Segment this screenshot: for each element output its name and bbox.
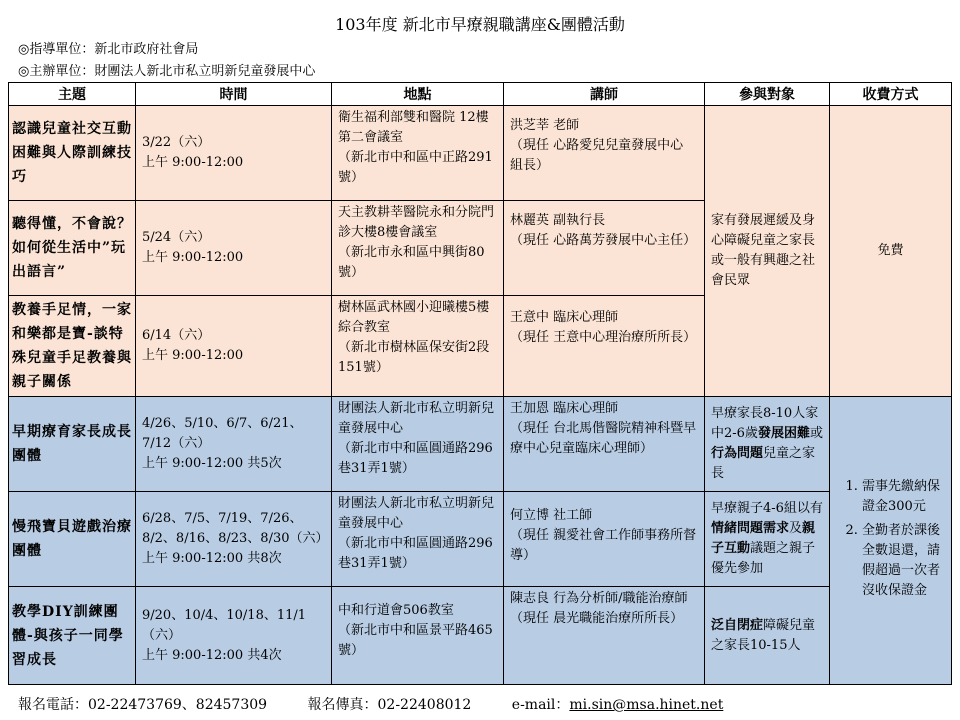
- schedule-table: [8, 82, 952, 685]
- lecturer-name: 王意中 臨床心理師: [510, 310, 619, 325]
- guide-unit: ◎指導單位：新北市政府社會局: [18, 42, 199, 57]
- topic-cell: 認識兒童社交互動困難與人際訓練技巧: [9, 106, 136, 201]
- time-cell: [136, 201, 332, 296]
- host-unit: ◎主辦單位：財團法人新北市私立明新兒童發展中心: [18, 64, 316, 79]
- lecturer-name: 林麗英 副執行長: [510, 213, 606, 228]
- date-text: 3/22（六）: [142, 135, 211, 150]
- lecturer-title: （現任 王意中心理治療所所長）: [510, 330, 697, 345]
- audience-cell-6: [705, 587, 830, 685]
- venue-cell: [332, 492, 504, 587]
- venue-cell: [332, 296, 504, 397]
- audience-cell-5: [705, 492, 830, 587]
- topic-cell: 慢飛寶貝遊戲治療團體: [9, 492, 136, 587]
- fee-item: 1. 需事先繳納保證金300元: [862, 477, 945, 517]
- lecturer-cell: [504, 587, 705, 685]
- lecturer-cell: [504, 296, 705, 397]
- venue-text: 天主教耕莘醫院永和分院門診大樓8樓會議室: [338, 205, 495, 240]
- address-text: （新北市永和區中興街80號）: [338, 245, 485, 280]
- table-header-row: [9, 83, 952, 106]
- lecturer-name: 陳志良 行為分析師/職能治療師: [510, 591, 688, 606]
- address-text: （新北市中和區中正路291號）: [338, 150, 493, 185]
- audience-cell-4: [705, 397, 830, 492]
- lecturer-name: 洪芝莘 老師: [510, 118, 580, 133]
- topic-cell: 教學DIY訓練團體-與孩子一同學習成長: [9, 587, 136, 685]
- venue-cell: [332, 397, 504, 492]
- hours-text: 上午 9:00-12:00: [142, 155, 244, 170]
- date-text: 6/28、7/5、7/19、7/26、8/2、8/16、8/23、8/30（六）: [142, 511, 329, 546]
- header-audience: 參與對象: [705, 83, 830, 106]
- lecturer-title: （現任 晨光職能治療所所長）: [510, 611, 684, 626]
- time-cell: [136, 397, 332, 492]
- address-text: （新北市樹林區保安街2段151號）: [338, 340, 490, 375]
- date-text: 6/14（六）: [142, 328, 211, 343]
- hours-text: 上午 9:00-12:00 共8次: [142, 551, 282, 566]
- address-text: （新北市中和區圓通路296巷31弄1號）: [338, 536, 493, 571]
- lecturer-cell: [504, 492, 705, 587]
- fee-list: [836, 477, 945, 601]
- lecturer-title: （現任 心路愛兒兒童發展中心 組長）: [510, 138, 684, 173]
- fee-cell-free: 免費: [830, 106, 952, 397]
- audience-highlight: 泛自閉症: [711, 617, 764, 633]
- venue-text: 衛生福利部雙和醫院 12樓 第二會議室: [338, 110, 489, 145]
- page-title: 103年度 新北市早療親職講座&團體活動: [335, 15, 625, 34]
- audience-text: 早療家長8-10人家中2-6歲: [711, 406, 819, 441]
- audience-text: 及: [789, 521, 803, 536]
- header-lecturer: 講師: [504, 83, 705, 106]
- hours-text: 上午 9:00-12:00: [142, 250, 244, 265]
- topic-cell: 聽得懂，不會說？如何從生活中”玩出語言”: [9, 201, 136, 296]
- venue-cell: [332, 201, 504, 296]
- lecturer-title: （現任 心路萬芳發展中心主任）: [510, 233, 697, 248]
- date-text: 4/26、5/10、6/7、6/21、7/12（六）: [142, 416, 303, 451]
- table-row: [9, 492, 952, 587]
- venue-cell: [332, 106, 504, 201]
- header-topic: 主題: [9, 83, 136, 106]
- audience-highlight: 親子互動: [711, 521, 816, 556]
- table-row: [9, 106, 952, 201]
- footer: [18, 694, 723, 714]
- lecturer-title: （現任 台北馬偕醫院精神科暨早療中心兒童臨床心理師）: [510, 421, 697, 456]
- footer-email-label: e-mail：: [511, 697, 570, 713]
- audience-text: 兒童之家長: [711, 446, 816, 481]
- header-venue: 地點: [332, 83, 504, 106]
- lecturer-cell: [504, 201, 705, 296]
- lecturer-cell: [504, 397, 705, 492]
- time-cell: [136, 587, 332, 685]
- address-text: （新北市中和區景平路465號）: [338, 623, 493, 658]
- lecturer-name: 王加恩 臨床心理師: [510, 401, 619, 416]
- date-text: 9/20、10/4、10/18、11/1（六）: [142, 607, 307, 643]
- date-text: 5/24（六）: [142, 230, 211, 245]
- time-cell: [136, 296, 332, 397]
- lecturer-title: （現任 親愛社會工作師事務所督導）: [510, 528, 697, 563]
- topic-cell: 教養手足情，一家和樂都是寶-談特殊兒童手足教養與親子關係: [9, 296, 136, 397]
- venue-text: 中和行道會506教室: [338, 603, 454, 618]
- audience-highlight: 情緒問題需求: [711, 521, 790, 536]
- audience-text: 或: [809, 426, 823, 441]
- lecturer-name: 何立博 社工師: [510, 508, 593, 523]
- address-text: （新北市中和區圓通路296巷31弄1號）: [338, 441, 493, 476]
- hours-text: 上午 9:00-12:00: [142, 348, 244, 363]
- audience-cell-general: 家有發展遲緩及身心障礙兒童之家長或一般有興趣之社會民眾: [705, 106, 830, 397]
- audience-highlight: 發展困難: [757, 426, 810, 441]
- table-row: [9, 397, 952, 492]
- header-fee: 收費方式: [830, 83, 952, 106]
- time-cell: [136, 106, 332, 201]
- hours-text: 上午 9:00-12:00 共5次: [142, 456, 282, 471]
- footer-fax: 報名傳真：02-22408012: [307, 697, 472, 713]
- venue-text: 財團法人新北市私立明新兒童發展中心: [338, 496, 495, 531]
- topic-cell: 早期療育家長成長團體: [9, 397, 136, 492]
- hours-text: 上午 9:00-12:00 共4次: [142, 647, 282, 663]
- lecturer-cell: [504, 106, 705, 201]
- table-row: [9, 587, 952, 685]
- audience-text: 障礙兒童之家長10-15人: [711, 617, 816, 653]
- audience-text: 議題之親子優先參加: [711, 541, 816, 576]
- time-cell: [136, 492, 332, 587]
- venue-text: 樹林區武林國小迎曦樓5樓綜合教室: [338, 300, 490, 335]
- footer-phone: 報名電話：02-22473769、82457309: [18, 697, 268, 713]
- venue-cell: [332, 587, 504, 685]
- audience-text: 早療親子4-6組以有: [711, 501, 823, 516]
- venue-text: 財團法人新北市私立明新兒童發展中心: [338, 401, 495, 436]
- footer-email-link[interactable]: mi.sin@msa.hinet.net: [569, 697, 724, 713]
- fee-cell-deposit: [830, 397, 952, 685]
- header-time: 時間: [136, 83, 332, 106]
- fee-item: 2. 全勤者於課後全數退還，請假超過一次者沒收保證金: [862, 521, 945, 601]
- audience-highlight: 行為問題: [711, 446, 764, 461]
